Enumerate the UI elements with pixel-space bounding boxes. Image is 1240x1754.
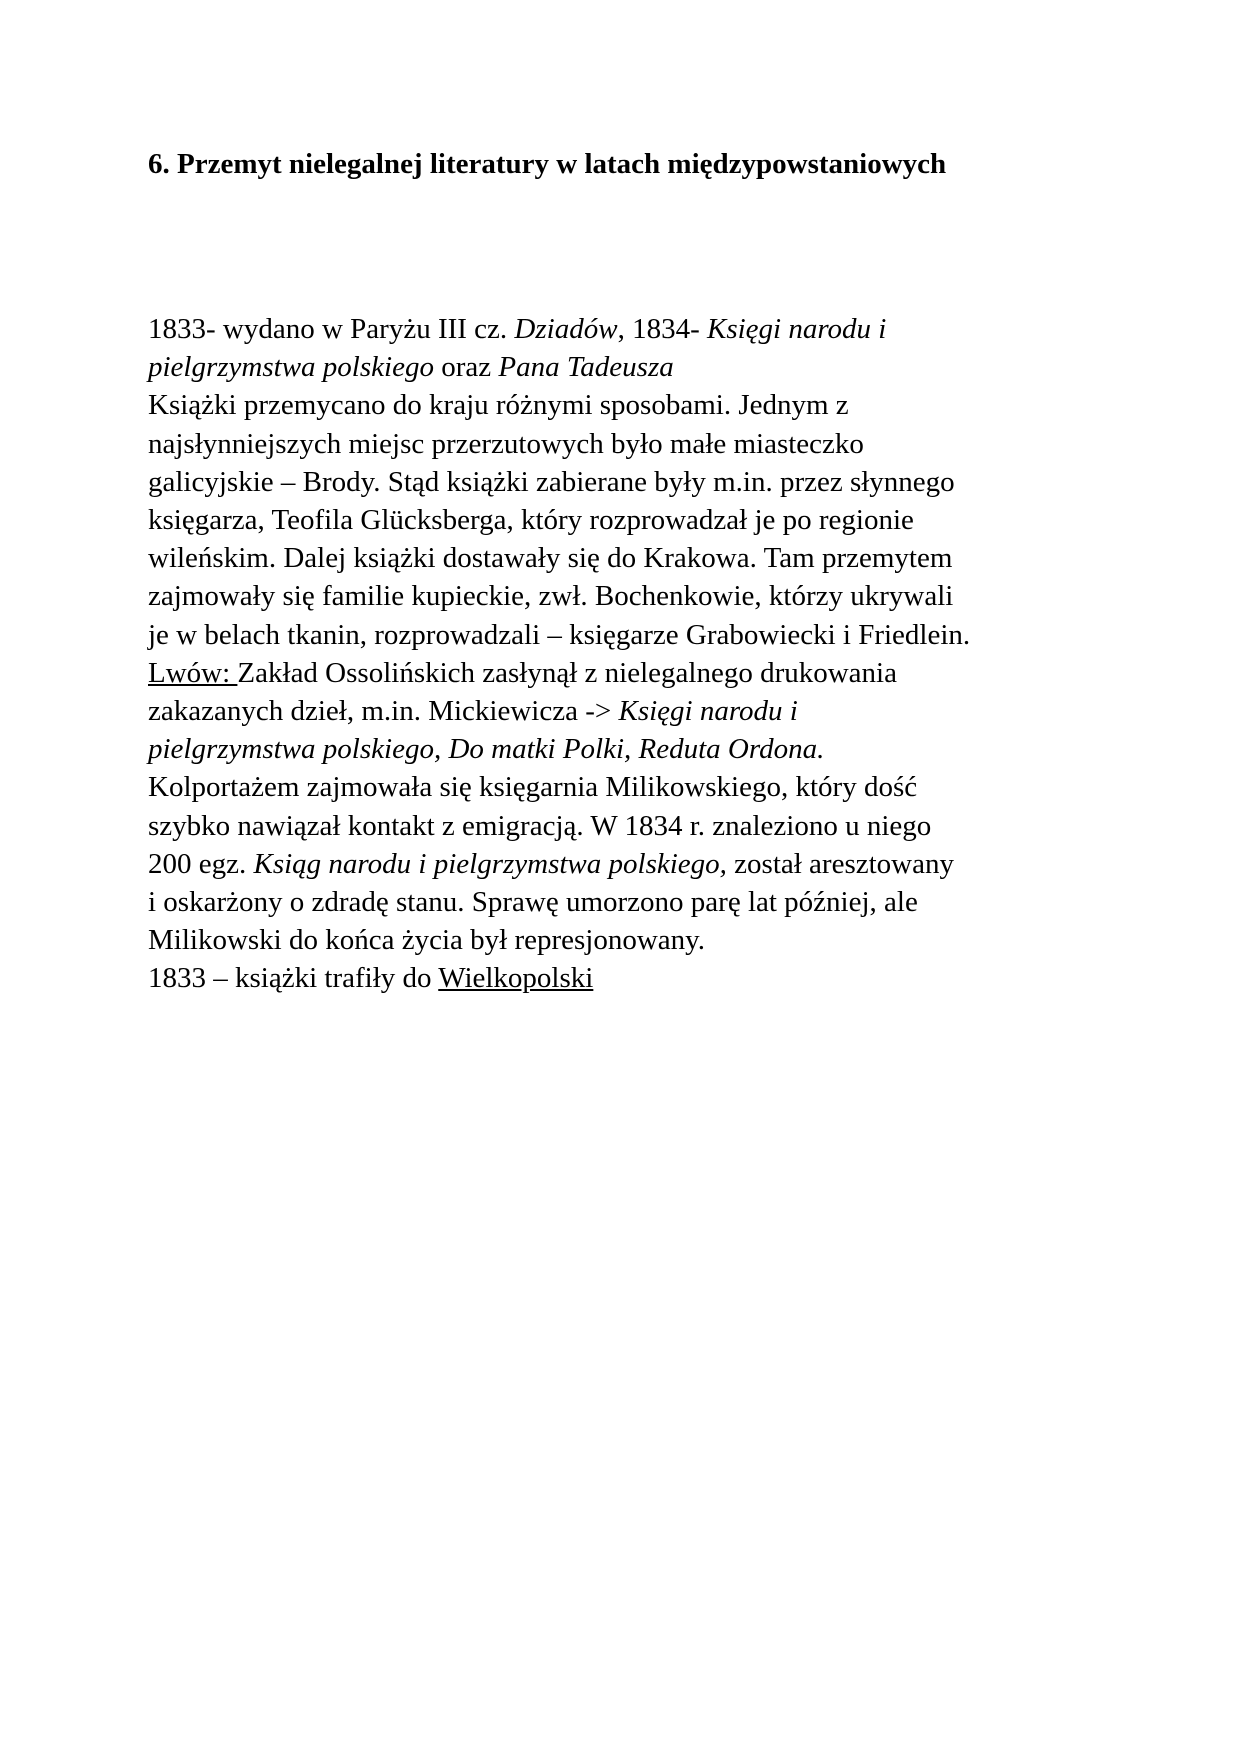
text-run: szybko nawiązał kontakt z emigracją. W 1834 r. znaleziono u niego [148,809,932,842]
text-run: Kolportażem zajmowała się księgarnia Milikowskiego, który dość [148,771,918,804]
text-run: wileńskim. Dalej książki dostawały się do Krakowa. Tam przemytem [148,542,953,575]
text-run: galicyjskie – Brody. Stąd książki zabierane były m.in. przez słynnego [148,465,955,498]
text-run: 1833- wydano w Paryżu III cz. [148,313,515,345]
text-run: 200 egz. [148,847,254,880]
italic-title-dziadow: Dziadów [514,313,618,345]
text-run: i oskarżony o zdradę stanu. Sprawę umorzono parę lat później, ale [148,886,918,919]
document-title: 6. Przemyt nielegalnej literatury w latach międzypowstaniowych [148,148,947,180]
text-line [148,539,1108,577]
text-line [148,959,1108,997]
italic-titles-list: pielgrzymstwa polskiego, Do matki Polki, Reduta Ordona. [148,733,825,766]
text-run: Zakład Ossolińskich zasłynął z nielegalnego drukowania [237,656,897,689]
text-line [148,463,1108,501]
text-line [148,501,1108,539]
text-line [148,692,1108,730]
text-line [148,845,1108,883]
italic-title-ksiegi: Księgi narodu i [618,695,798,728]
text-run: Książki przemycano do kraju różnymi sposobami. Jednym z [148,389,849,422]
underlined-word-wielkopolski: Wielkopolski [438,962,594,995]
text-line [148,730,1108,768]
italic-title-pan-tadeusz: Pana Tadeusza [498,351,674,384]
italic-title-ksiag: Ksiąg narodu i pielgrzymstwa polskiego, [253,847,727,880]
text-run: zakazanych dzieł, m.in. Mickiewicza -> [148,695,619,728]
underlined-heading-lwow: Lwów: [148,656,238,689]
text-line [148,883,1108,921]
text-run: je w belach tkanin, rozprowadzali – księgarze Grabowiecki i Friedlein. [148,618,971,651]
text-line [148,654,1108,692]
italic-title-ksiegi: pielgrzymstwa polskiego [148,351,434,384]
document-body [148,310,1108,998]
text-run: najsłynniejszych miejsc przerzutowych było małe miasteczko [148,427,864,460]
text-line [148,921,1108,959]
text-line [148,386,1108,424]
text-run: , 1834- [617,313,707,345]
italic-title-ksiegi: Księgi narodu i [706,313,887,345]
text-line [148,577,1108,615]
text-run: księgarza, Teofila Glücksberga, który rozprowadzał je po regionie [148,504,914,537]
text-run: zajmowały się familie kupieckie, zwł. Bochenkowie, którzy ukrywali [148,580,954,613]
text-line [148,425,1108,463]
text-line [148,807,1108,845]
text-run: Milikowski do końca życia był represjonowany. [148,924,706,957]
text-line [148,768,1108,806]
text-line [148,616,1108,654]
text-run: oraz [433,351,499,384]
text-run: 1833 – książki trafiły do [148,962,439,995]
text-run: został aresztowany [726,847,954,880]
text-line [148,310,1108,348]
text-line [148,348,1108,386]
